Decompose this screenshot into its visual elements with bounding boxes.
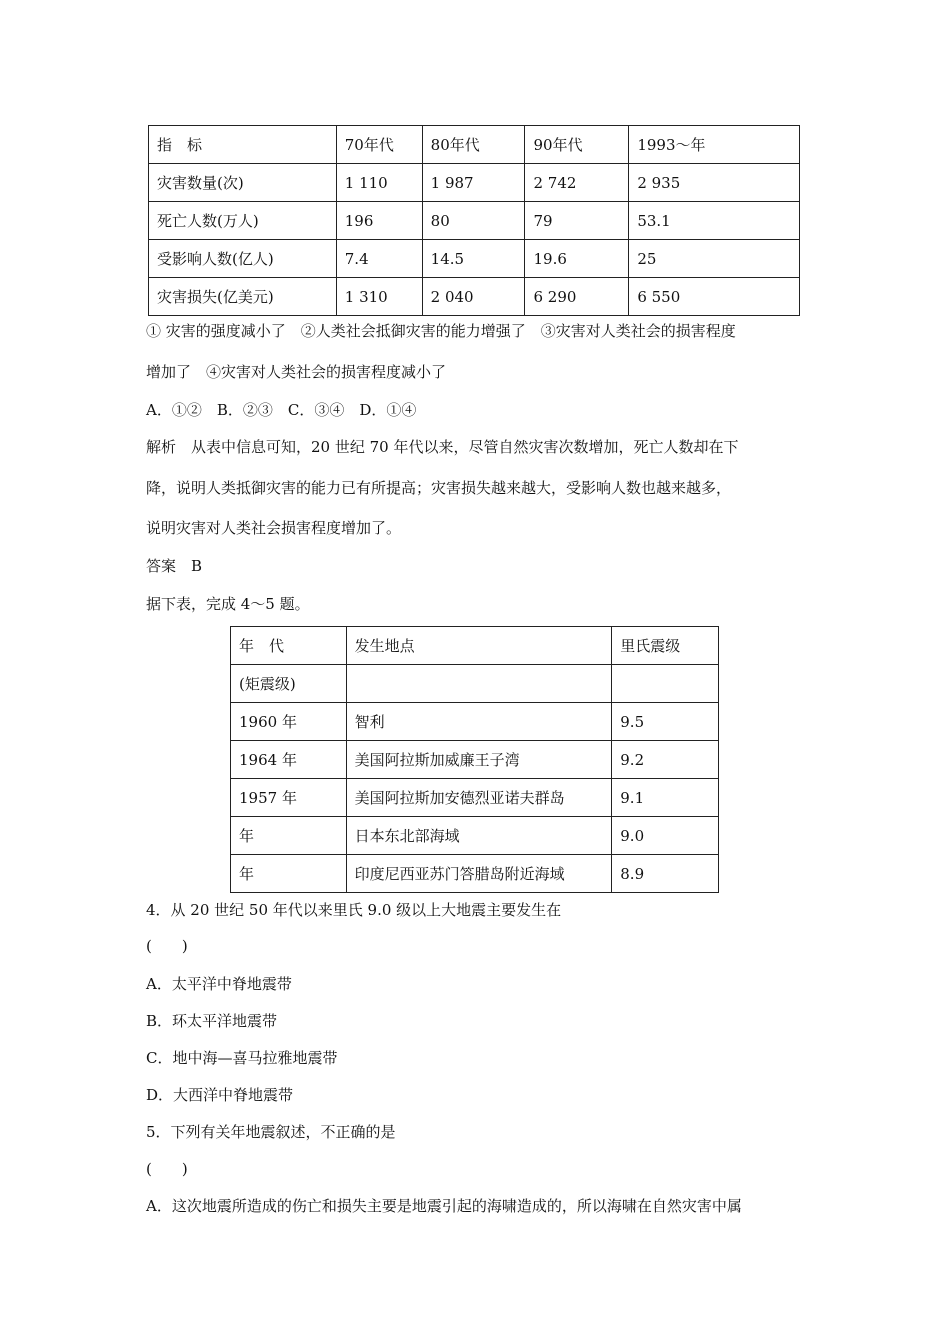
table-cell: 美国阿拉斯加安德烈亚诺夫群岛	[346, 779, 612, 817]
table-cell: 灾害损失(亿美元)	[149, 278, 337, 316]
table-cell: 智利	[346, 703, 612, 741]
table-cell: 日本东北部海域	[346, 817, 612, 855]
table-cell: 19.6	[525, 240, 629, 278]
table-row	[149, 164, 800, 202]
q4-option-a: A．太平洋中脊地震带	[146, 975, 292, 993]
q3-analysis-line1: 解析 从表中信息可知，20 世纪 70 年代以来，尽管自然灾害次数增加，死亡人数却在下	[146, 438, 739, 456]
q4-option-c: C．地中海—喜马拉雅地震带	[146, 1049, 338, 1067]
table-header-cell: 发生地点	[346, 627, 612, 665]
table-cell: 1 110	[336, 164, 422, 202]
table-cell: 1 987	[422, 164, 525, 202]
q4-option-d: D．大西洋中脊地震带	[146, 1086, 294, 1104]
table-cell: 8.9	[612, 855, 719, 893]
table-row	[149, 278, 800, 316]
q3-analysis-line2: 降，说明人类抵御灾害的能力已有所提高；灾害损失越来越大，受影响人数也越来越多，	[146, 479, 732, 497]
table-cell: 9.5	[612, 703, 719, 741]
q4-option-b: B．环太平洋地震带	[146, 1012, 278, 1030]
table-cell: 6 290	[525, 278, 629, 316]
table-cell: 受影响人数(亿人)	[149, 240, 337, 278]
table-cell: 196	[336, 202, 422, 240]
table-header-cell: 年 代	[231, 627, 347, 665]
table-cell: 80	[422, 202, 525, 240]
table-cell: 25	[629, 240, 800, 278]
table-cell: 2 040	[422, 278, 525, 316]
table-cell: 年	[231, 817, 347, 855]
table-cell: 美国阿拉斯加威廉王子湾	[346, 741, 612, 779]
table-header-cell: 指 标	[149, 126, 337, 164]
table-cell: 9.1	[612, 779, 719, 817]
table-header-cell: 70年代	[336, 126, 422, 164]
table-row	[231, 855, 719, 893]
table-row	[231, 665, 719, 703]
table-cell: 14.5	[422, 240, 525, 278]
table-cell: (矩震级)	[231, 665, 347, 703]
table-cell: 79	[525, 202, 629, 240]
table-cell	[346, 665, 612, 703]
table-header-cell: 1993～年	[629, 126, 800, 164]
table-cell: 2 742	[525, 164, 629, 202]
table-header-row	[149, 126, 800, 164]
table-header-cell: 80年代	[422, 126, 525, 164]
earthquake-table	[230, 626, 719, 893]
table-cell: 印度尼西亚苏门答腊岛附近海域	[346, 855, 612, 893]
table-cell: 1 310	[336, 278, 422, 316]
q3-answer: 答案 B	[146, 557, 203, 575]
table-cell: 9.0	[612, 817, 719, 855]
disaster-stats-table	[148, 125, 800, 316]
q3-choices: A．①② B．②③ C．③④ D．①④	[146, 401, 417, 419]
q3-analysis-line3: 说明灾害对人类社会损害程度增加了。	[146, 519, 402, 537]
q5-bracket: ( )	[146, 1160, 188, 1178]
table-cell: 53.1	[629, 202, 800, 240]
table-header-cell: 里氏震级	[612, 627, 719, 665]
table-row	[231, 741, 719, 779]
table-cell: 年	[231, 855, 347, 893]
table-cell: 灾害数量(次)	[149, 164, 337, 202]
table-cell: 2 935	[629, 164, 800, 202]
table-row	[231, 779, 719, 817]
q3-options-line1: ① 灾害的强度减小了 ②人类社会抵御灾害的能力增强了 ③灾害对人类社会的损害程度	[146, 322, 736, 340]
table-row	[149, 202, 800, 240]
table-cell: 6 550	[629, 278, 800, 316]
table-row	[231, 703, 719, 741]
table-cell: 1960 年	[231, 703, 347, 741]
q5-option-a: A．这次地震所造成的伤亡和损失主要是地震引起的海啸造成的，所以海啸在自然灾害中属	[146, 1197, 742, 1215]
section-intro: 据下表，完成 4～5 题。	[146, 595, 310, 613]
q4-stem: 4．从 20 世纪 50 年代以来里氏 9.0 级以上大地震主要发生在	[146, 901, 562, 919]
table-cell: 死亡人数(万人)	[149, 202, 337, 240]
q3-options-line2: 增加了 ④灾害对人类社会的损害程度减小了	[146, 363, 447, 381]
table-cell: 1957 年	[231, 779, 347, 817]
table-cell	[612, 665, 719, 703]
table-cell: 9.2	[612, 741, 719, 779]
table-cell: 1964 年	[231, 741, 347, 779]
q5-stem: 5．下列有关年地震叙述，不正确的是	[146, 1123, 396, 1141]
table-header-row	[231, 627, 719, 665]
table-row	[149, 240, 800, 278]
table-row	[231, 817, 719, 855]
table-header-cell: 90年代	[525, 126, 629, 164]
table-cell: 7.4	[336, 240, 422, 278]
q4-bracket: ( )	[146, 937, 188, 955]
